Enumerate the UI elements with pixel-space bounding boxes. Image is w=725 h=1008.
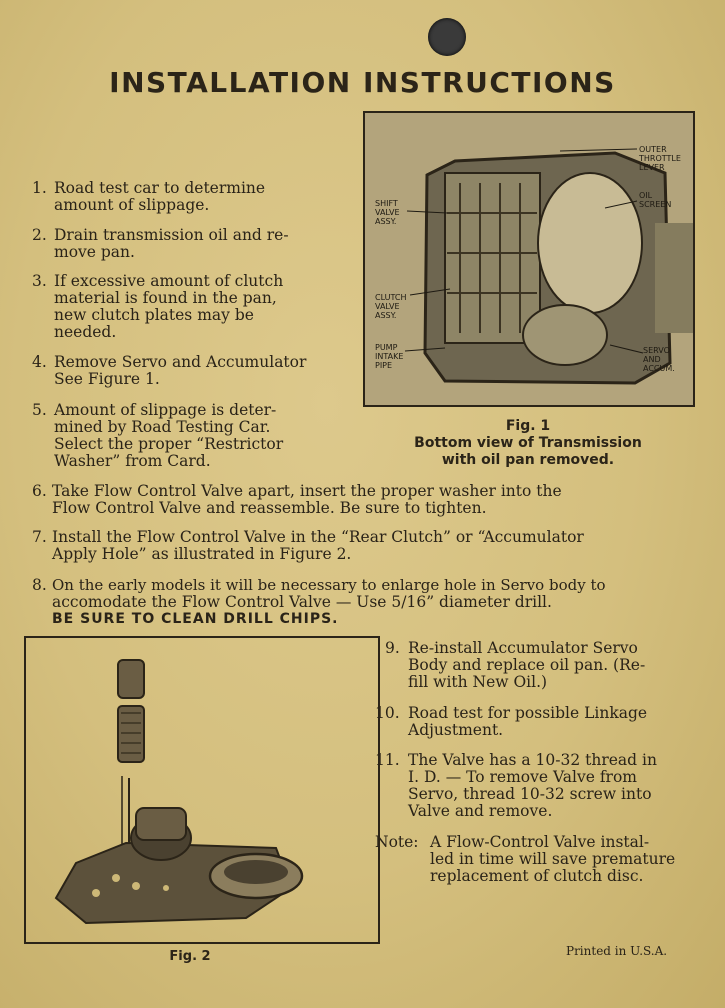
step-line: Adjustment. — [408, 721, 504, 739]
drill-chips-warning: BE SURE TO CLEAN DRILL CHIPS. — [52, 611, 339, 627]
label-oil-screen: OIL SCREEN — [639, 191, 672, 209]
step-line: needed. — [54, 323, 117, 341]
step-line: Body and replace oil pan. (Re- — [408, 656, 646, 674]
step-line: mined by Road Testing Car. — [54, 418, 271, 436]
step-line: Road test for possible Linkage — [408, 704, 648, 722]
step-line: Remove Servo and Accumulator — [54, 353, 307, 371]
step-number: 4. — [32, 353, 47, 371]
label-clutch-valve-assy: CLUTCH VALVE ASSY. — [375, 293, 407, 320]
step-line: Install the Flow Control Valve in the “Rear Clutch” or “Accumulator — [52, 528, 584, 546]
figure-2-caption: Fig. 2 — [169, 949, 211, 964]
page-title: INSTALLATION INSTRUCTIONS — [109, 66, 616, 99]
step-line: fill with New Oil.) — [408, 673, 548, 691]
step-line: The Valve has a 10-32 thread in — [408, 751, 657, 769]
step-line: On the early models it will be necessary to enlarge hole in Servo body to — [52, 576, 606, 594]
step-number: 10. — [375, 704, 400, 722]
step-line: Select the proper “Restrictor — [54, 435, 284, 453]
step-line: material is found in the pan, — [54, 289, 277, 307]
step-line: Road test car to determine — [54, 179, 266, 197]
figure-1-transmission-photo — [363, 111, 695, 407]
step-line: Valve and remove. — [408, 802, 553, 820]
step-line: Amount of slippage is deter- — [54, 401, 277, 419]
step-line: Apply Hole” as illustrated in Figure 2. — [52, 545, 352, 563]
note-line: A Flow-Control Valve instal- — [430, 833, 650, 851]
step-number: 5. — [32, 401, 47, 419]
note-label: Note: — [375, 833, 419, 851]
step-line: I. D. — To remove Valve from — [408, 768, 637, 786]
step-line: Re-install Accumulator Servo — [408, 639, 638, 657]
note-line: replacement of clutch disc. — [430, 867, 644, 885]
step-number: 8. — [32, 576, 47, 594]
step-number: 9. — [385, 639, 400, 657]
step-line: If excessive amount of clutch — [54, 272, 284, 290]
step-number: 11. — [375, 751, 400, 769]
label-servo-and-accum: SERVO AND ACCUM. — [643, 346, 675, 373]
figure-2-valve-illustration — [24, 636, 380, 944]
figure-1-caption: Fig. 1 Bottom view of Transmission with oil pan removed. — [414, 418, 642, 468]
step-line: See Figure 1. — [54, 370, 160, 388]
step-number: 2. — [32, 226, 47, 244]
step-line: Flow Control Valve and reassemble. Be sure to tighten. — [52, 499, 487, 517]
step-line: Servo, thread 10-32 screw into — [408, 785, 652, 803]
step-number: 3. — [32, 272, 47, 290]
note-line: led in time will save premature — [430, 850, 676, 868]
flow-control-valve-illustration — [26, 638, 378, 942]
step-line: Drain transmission oil and re- — [54, 226, 289, 244]
step-line: Washer” from Card. — [54, 452, 211, 470]
step-line: new clutch plates may be — [54, 306, 254, 324]
label-outer-throttle-lever: OUTER THROTTLE LEVER — [639, 145, 681, 172]
step-number: 6. — [32, 482, 47, 500]
step-line: move pan. — [54, 243, 135, 261]
label-shift-valve-assy: SHIFT VALVE ASSY. — [375, 199, 400, 226]
step-number: 1. — [32, 179, 47, 197]
step-line: amount of slippage. — [54, 196, 210, 214]
printed-in-usa: Printed in U.S.A. — [566, 944, 668, 958]
label-pump-intake-pipe: PUMP INTAKE PIPE — [375, 343, 404, 370]
step-line: Take Flow Control Valve apart, insert the proper washer into the — [52, 482, 562, 500]
hang-hole — [428, 18, 466, 56]
step-number: 7. — [32, 528, 47, 546]
step-line: accomodate the Flow Control Valve — Use 5/16” diameter drill. — [52, 593, 552, 611]
